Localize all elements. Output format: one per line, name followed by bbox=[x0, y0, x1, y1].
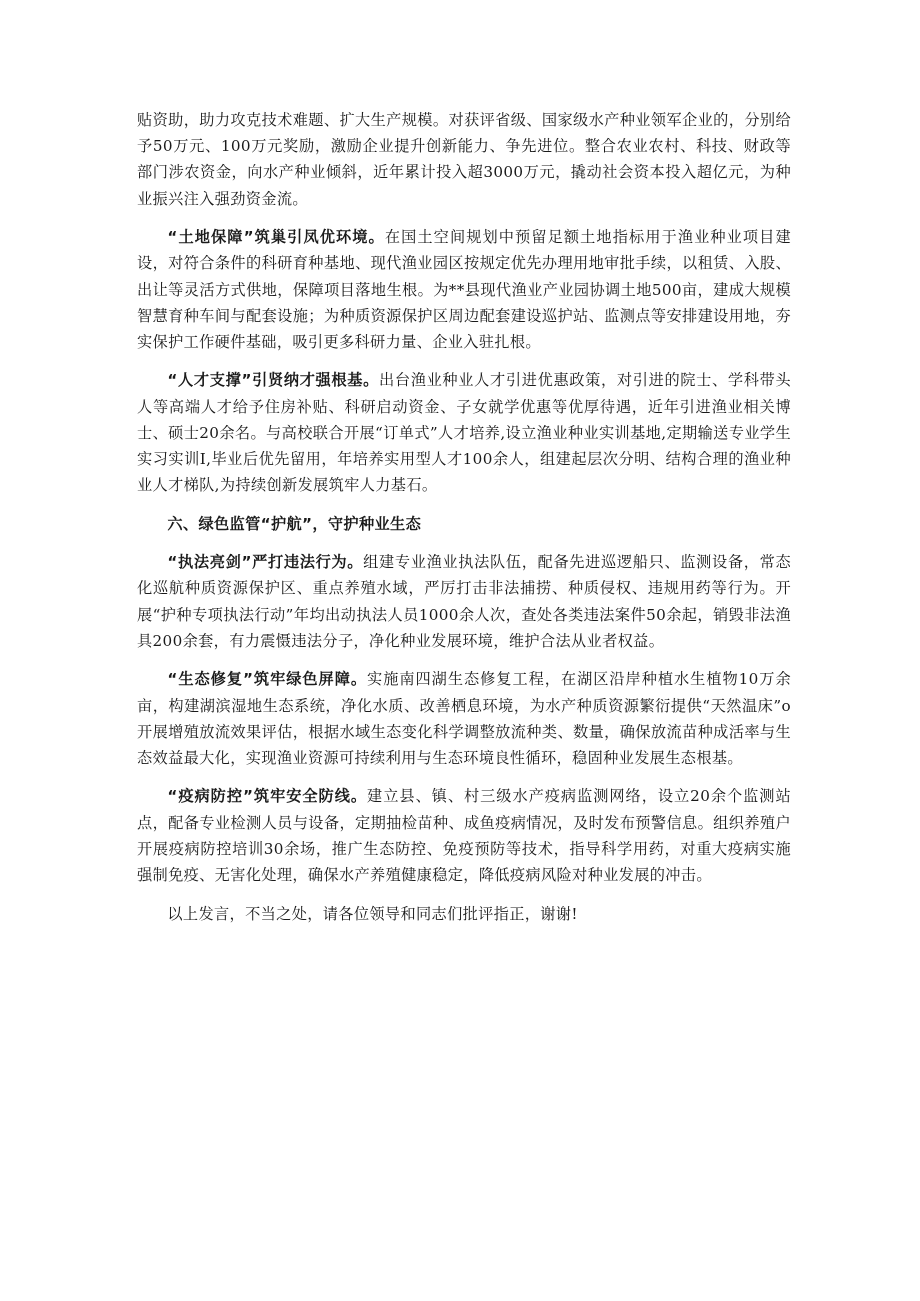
paragraph-ecological-restoration bbox=[137, 666, 791, 771]
paragraph-disease-control bbox=[137, 783, 791, 888]
paragraph-talent-support bbox=[137, 367, 791, 498]
paragraph-lead: “土地保障”筑巢引凤优环境。 bbox=[167, 228, 385, 247]
paragraph-land-guarantee bbox=[137, 224, 791, 355]
closing-remark: 以上发言，不当之处，请各位领导和同志们批评指正，谢谢! bbox=[167, 904, 578, 923]
paragraph-lead: “执法亮剑”严打违法行为。 bbox=[167, 553, 364, 572]
paragraph-body: 实施南四湖生态修复工程，在湖区沿岸种植水生植物10万余亩，构建湖滨湿地生态系统，净化水质、改善栖息环境，为水产种质资源繁衍提供“天然温床”o开展增殖放流效果评估，根据水域生态变化科学调整放流种类、数量，确保放流苗种成活率与生态效益最大化，实现渔业资源可持续利用与生态环境良性循环，稳固种业发展生态根基。 bbox=[137, 670, 791, 767]
document-body bbox=[137, 107, 791, 927]
paragraph-body: 出台渔业种业人才引进优惠政策，对引进的院士、学科带头人等高端人才给予住房补贴、科研启动资金、子女就学优惠等优厚待遇，近年引进渔业相关博士、硕士20余名。与高校联合开展“订单式”人才培养,设立渔业种业实训基地,定期输送专业学生实习实训I,毕业后优先留用，年培养实用型人才100余人，组建起层次分明、结构合理的渔业种业人才梯队,为持续创新发展筑牢人力基石。 bbox=[137, 371, 791, 495]
paragraph-law-enforcement bbox=[137, 549, 791, 654]
paragraph-body: 在国土空间规划中预留足额土地指标用于渔业种业项目建设，对符合条件的科研育种基地、现代渔业园区按规定优先办理用地审批手续，以租赁、入股、出让等灵活方式供地，保障项目落地生根。为**县现代渔业产业园协调土地500亩，建成大规模智慧育种车间与配套设施；为种质资源保护区周边配套建设巡护站、监测点等安排建设用地，夯实保护工作硬件基础，吸引更多科研力量、企业入驻扎根。 bbox=[137, 228, 791, 351]
paragraph-lead: “疫病防控”筑牢安全防线。 bbox=[167, 787, 368, 806]
paragraph-body: 建立县、镇、村三级水产疫病监测网络，设立20余个监测站点，配备专业检测人员与设备，定期抽检苗种、成鱼疫病情况，及时发布预警信息。组织养殖户开展疫病防控培训30余场，推广生态防控、免疫预防等技术，指导科学用药，对重大疫病实施强制免疫、无害化处理，确保水产养殖健康稳定，降低疫病风险对种业发展的冲击。 bbox=[137, 787, 791, 885]
paragraph-lead: “人才支撑”引贤纳才强根基。 bbox=[167, 371, 379, 390]
paragraph-body: 组建专业渔业执法队伍，配备先进巡逻船只、监测设备，常态化巡航种质资源保护区、重点养殖水域，严厉打击非法捕捞、种质侵权、违规用药等行为。开展“护种专项执法行动”年均出动执法人员1000余人次，查处各类违法案件50余起，销毁非法渔具200余套，有力震慑违法分子，净化种业发展环境，维护合法从业者权益。 bbox=[137, 553, 791, 650]
section-heading: 六、绿色监管“护航”，守护种业生态 bbox=[167, 514, 422, 533]
paragraph-funding-continued: 贴资助，助力攻克技术难题、扩大生产规模。对获评省级、国家级水产种业领军企业的，分别给予50万元、100万元奖励，激励企业提升创新能力、争先进位。整合农业农村、科技、财政等部门涉农资金，向水产种业倾斜，近年累计投入超3000万元，撬动社会资本投入超亿元，为种业振兴注入强劲资金流。 bbox=[137, 111, 791, 208]
paragraph-lead: “生态修复”筑牢绿色屏障。 bbox=[167, 670, 368, 689]
